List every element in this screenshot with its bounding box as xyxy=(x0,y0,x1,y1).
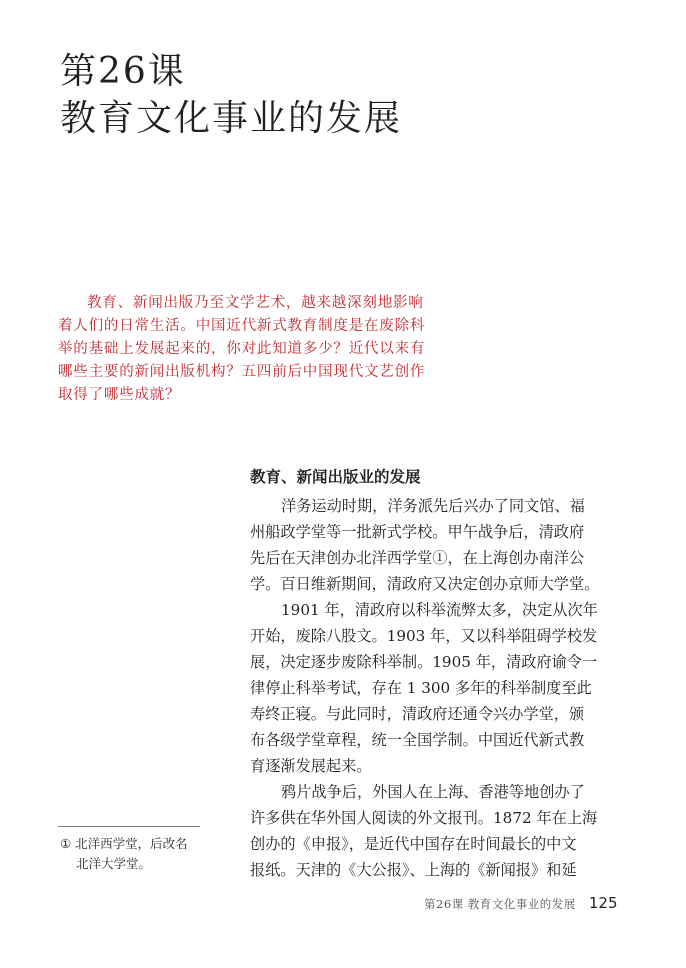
body-line: 布各级学堂章程，统一全国学制。中国近代新式教 xyxy=(250,731,585,749)
page-number: 125 xyxy=(588,894,618,912)
footnote xyxy=(60,834,220,874)
intro-line: 哪些主要的新闻出版机构？五四前后中国现代文艺创作 xyxy=(58,364,426,380)
page-footer xyxy=(424,893,618,912)
body-line: 展，决定逐步废除科举制。1905 年，清政府谕令一 xyxy=(250,653,598,671)
footnote-line: 北洋大学堂。 xyxy=(76,856,152,871)
body-line: 开始，废除八股文。1903 年，又以科举阻碍学校发 xyxy=(250,627,598,645)
footnote-divider xyxy=(58,826,200,827)
body-line: 先后在天津创办北洋西学堂①，在上海创办南洋公 xyxy=(250,549,585,567)
body-line: 律停止科举考试，存在 1 300 多年的科举制度至此 xyxy=(250,679,592,697)
body-line: 许多供在华外国人阅读的外文报刊。1872 年在上海 xyxy=(250,809,598,827)
body-line: 州船政学堂等一批新式学校。甲午战争后，清政府 xyxy=(250,523,585,541)
body-text xyxy=(250,493,610,883)
footer-lesson-label: 第26课 教育文化事业的发展 xyxy=(424,897,576,911)
footnote-line: ① 北洋西学堂，后改名 xyxy=(60,836,188,851)
body-line: 洋务运动时期，洋务派先后兴办了同文馆、福 xyxy=(281,497,585,515)
lesson-title: 教育文化事业的发展 xyxy=(60,98,403,139)
intro-line: 举的基础上发展起来的，你对此知道多少？近代以来有 xyxy=(58,341,426,357)
body-line: 1901 年，清政府以科举流弊太多，决定从次年 xyxy=(281,601,598,619)
body-line: 寿终正寝。与此同时，清政府还通令兴办学堂，颁 xyxy=(250,705,585,723)
body-line: 报纸。天津的《大公报》、上海的《新闻报》和延 xyxy=(250,861,577,879)
body-line: 育逐渐发展起来。 xyxy=(250,757,372,775)
intro-line: 取得了哪些成就？ xyxy=(58,387,181,403)
intro-line: 教育、新闻出版乃至文学艺术，越来越深刻地影响 xyxy=(87,295,424,311)
lesson-number: 第26课 xyxy=(60,51,186,92)
body-line: 鸦片战争后，外国人在上海、香港等地创办了 xyxy=(281,783,585,801)
section-heading: 教育、新闻出版业的发展 xyxy=(250,468,421,486)
intro-line: 着人们的日常生活。中国近代新式教育制度是在废除科 xyxy=(58,318,426,334)
intro-paragraph xyxy=(58,292,426,407)
body-line: 学。百日维新期间，清政府又决定创办京师大学堂。 xyxy=(250,575,600,593)
body-line: 创办的《申报》，是近代中国存在时间最长的中文 xyxy=(250,835,577,853)
